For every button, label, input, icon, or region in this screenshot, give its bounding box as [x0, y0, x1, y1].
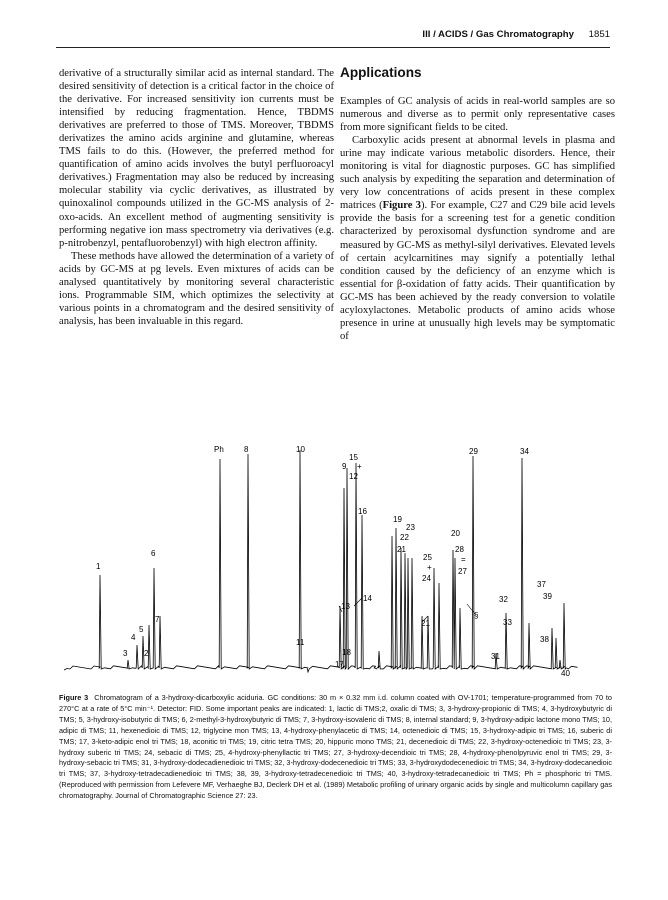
peak-label: § — [474, 611, 479, 620]
peak-label: 37 — [537, 580, 546, 589]
figure-reference: Figure 3 — [382, 200, 421, 212]
peak-label: + — [427, 563, 432, 572]
left-column — [59, 67, 334, 328]
peak-label: + — [357, 462, 362, 471]
figure-label: Figure 3 — [59, 693, 89, 702]
page-number: 1851 — [588, 29, 610, 40]
paragraph-text-before-ref: Carboxylic acids present at abnormal levels in plasma and urine may indicate various metabolic disorders. Hence, their monitoring is vital for diagnostic purposes. GC has simplified such analysis by expediting the separation and determination of very low concentrations of acids present in these complex matrices ( — [340, 135, 615, 212]
peak-label: 3 — [123, 649, 128, 658]
right-paragraph-1: Examples of GC analysis of acids in real-world samples are so numerous and diverse as to permit only representative cases from more significant fields to be cited. — [340, 96, 615, 134]
peak-label: 11 — [296, 638, 305, 647]
chromatogram-figure — [56, 438, 612, 688]
peak-label: 1 — [96, 562, 101, 571]
peak-label: 20 — [451, 529, 460, 538]
peak-label: 5 — [139, 625, 144, 634]
paragraph-text-after-ref: ). For example, C27 and C29 bile acid levels provide the basis for a screening test for a genetic condition characterized by peroxisomal dysfunction syndrome and are measured by GC-MS as methyl-silyl derivatives. Elevated levels of certain acylcarnitines may signify a potentially lethal condition caused by the deficiency of an enzyme which is essential for β-oxidation of fatty acids. Their quantification by GC-MS has been achieved by the ready conversion to volatile acyloxylactones. Metabolic products of amino acids whose presence in urine at unusually high levels may be symptomatic of — [340, 200, 616, 342]
peak-label: 4 — [131, 633, 136, 642]
peak-label: = — [461, 555, 466, 564]
peak-label: 16 — [358, 507, 367, 516]
peak-label: 6 — [151, 549, 156, 558]
section-heading: Applications — [340, 65, 422, 80]
peak-label: 39 — [543, 592, 552, 601]
peak-label: Ph — [214, 445, 224, 454]
peak-label: 34 — [520, 447, 529, 456]
peak-label: 2 — [144, 649, 149, 658]
right-paragraph-2 — [340, 134, 615, 343]
peak-label: 7 — [155, 615, 160, 624]
peak-label: 32 — [499, 595, 508, 604]
peak-label: 17 — [335, 660, 344, 669]
peak-labels — [96, 445, 570, 678]
caption-text: Chromatogram of a 3-hydroxy-dicarboxylic aciduria. GC conditions: 30 m × 0.32 mm i.d. column coated with OV-1701; temperature-programmed from 70 to 270°C at a rate of 5°C min⁻¹. Detector: FID. Some important peaks are indicated: 1, lactic di TMS;2, oxalic di TMS; 3, 3-hydroxy-propionic di TMS; 4, 3-hydroxybutyric di TMS; 5, 3-hydroxy-isobutyric di TMS; 6, 2-methyl-3-hydroxybutyric di TMS; 7, 3-hydroxy-isovaleric di TMS; 8, internal standard; 9, 3-hydroxy-adipic lactone mono TMS; 10, adipic di TMS; 11, hexenedioic di TMS; 12, triglycine mon TMS; 13, 4-hydroxy-phenylacetic di TMS; 14, octenedioic di TMS; 15, 3-hydroxy-adipic tri TMS; 16, suberic di TMS; 17, 3-keto-adipic enol tri TMS; 18, aconitic tri TMS; 19, citric tetra TMS; 20, hippuric mono TMS; 21, decenedioic di TMS; 22, 3-hydroxy-octenedioic tri TMS; 23, 3-hydroxy suberic tri TMS; 24, sebacic di TMS; 25, 4-hydroxy-phenyllactic tri TMS; 27, 3-hydroxy-decendioic tri TMS; 28, 4-hydroxy-phenolpyruvic enol tri TMS; 29, 3-hydroxy-sebacic tri TMS; 31, 3-hydroxy-dodecadienedioic tri TMS; 32, 3-hydroxy-dodecenedioic tri TMS; 33, 3-hydroxydodecenedioic tri TMS; 34, 3-hydroxy-dodecanedioic tri TMS; 37, 3-hydroxy-tetradecadienedioic tri TMS; 38, 39, 3-hydroxy-tetradecenedioic tri TMS; 40, 3-hydroxy-tetradecanedioic tri TMS; Ph = phosphoric tri TMS. (Reproduced with permission from Lefevere MF, Verhaeghe BJ, Declerk DH et al. (1989) Metabolic profiling of urinary organic acids by single and multicolumn capillary gas chromatography. Journal of Chromatographic Science 27: 23. — [59, 693, 612, 801]
peak-label: 28 — [455, 545, 464, 554]
peak-label: 40 — [561, 669, 570, 678]
peak-label: 24 — [422, 574, 431, 583]
peak-label: 38 — [540, 635, 549, 644]
peak-label: 22 — [400, 533, 409, 542]
peak-label: 8 — [244, 445, 249, 454]
peak-label: 25 — [423, 553, 432, 562]
peak-label: 18 — [342, 648, 351, 657]
peak-label: 29 — [469, 447, 478, 456]
peak-label: 21 — [397, 545, 406, 554]
left-paragraph-2: These methods have allowed the determination of a variety of acids by GC-MS at pg levels. Even mixtures of acids can be analysed quantitatively by monitoring several characteristic ions. Programmable SIM, which optimizes the selectivity at various points in a chromatogram and the desired sensitivity of analysis, has been invaluable in this regard. — [59, 250, 334, 327]
peak-label: 10 — [296, 445, 305, 454]
figure-caption — [59, 693, 612, 802]
peak-label: 12 — [349, 472, 358, 481]
peak-label: 13 — [341, 602, 350, 611]
left-paragraph-1: derivative of a structurally similar acid as internal standard. The desired sensitivity of detection is a critical factor in the choice of the derivative. For increased sensitivity ion currents must be intensified by reducing fragmentation. Hence, TBDMS derivatives are preferred to those of TMS. Moreover, TBDMS derivatizes the amino acids arginine and glutamine, whereas TMS fails to do this. (However, the preferred method for quantification of amino acids involves the butyl perfluoroacyl derivatives.) Fragmentation may also be reduced by increasing molecular stability via cyclic derivatives, as illustrated by quinoxalinol compounds utilized in the GC-MS analysis of 2-oxo-acids. An excellent method of augmenting sensitivity is performing negative ion mass spectrometry via derivatives (e.g. p-nitrobenzyl, pentafluorobenzyl) with high electron affinity. — [59, 68, 334, 249]
running-header — [56, 29, 610, 48]
peak-label: 21 — [421, 619, 430, 628]
right-column — [340, 66, 615, 343]
peak-label: 15 — [349, 453, 358, 462]
peak-label: 19 — [393, 515, 402, 524]
peak-label: 33 — [503, 618, 512, 627]
peak-label: 31 — [491, 652, 500, 661]
chromatogram-trace — [64, 450, 578, 672]
running-title: III / ACIDS / Gas Chromatography — [422, 29, 574, 40]
peak-label: 9 — [342, 462, 347, 471]
peak-label: 27 — [458, 567, 467, 576]
peak-label: 14 — [363, 594, 372, 603]
peak-label: 23 — [406, 523, 415, 532]
